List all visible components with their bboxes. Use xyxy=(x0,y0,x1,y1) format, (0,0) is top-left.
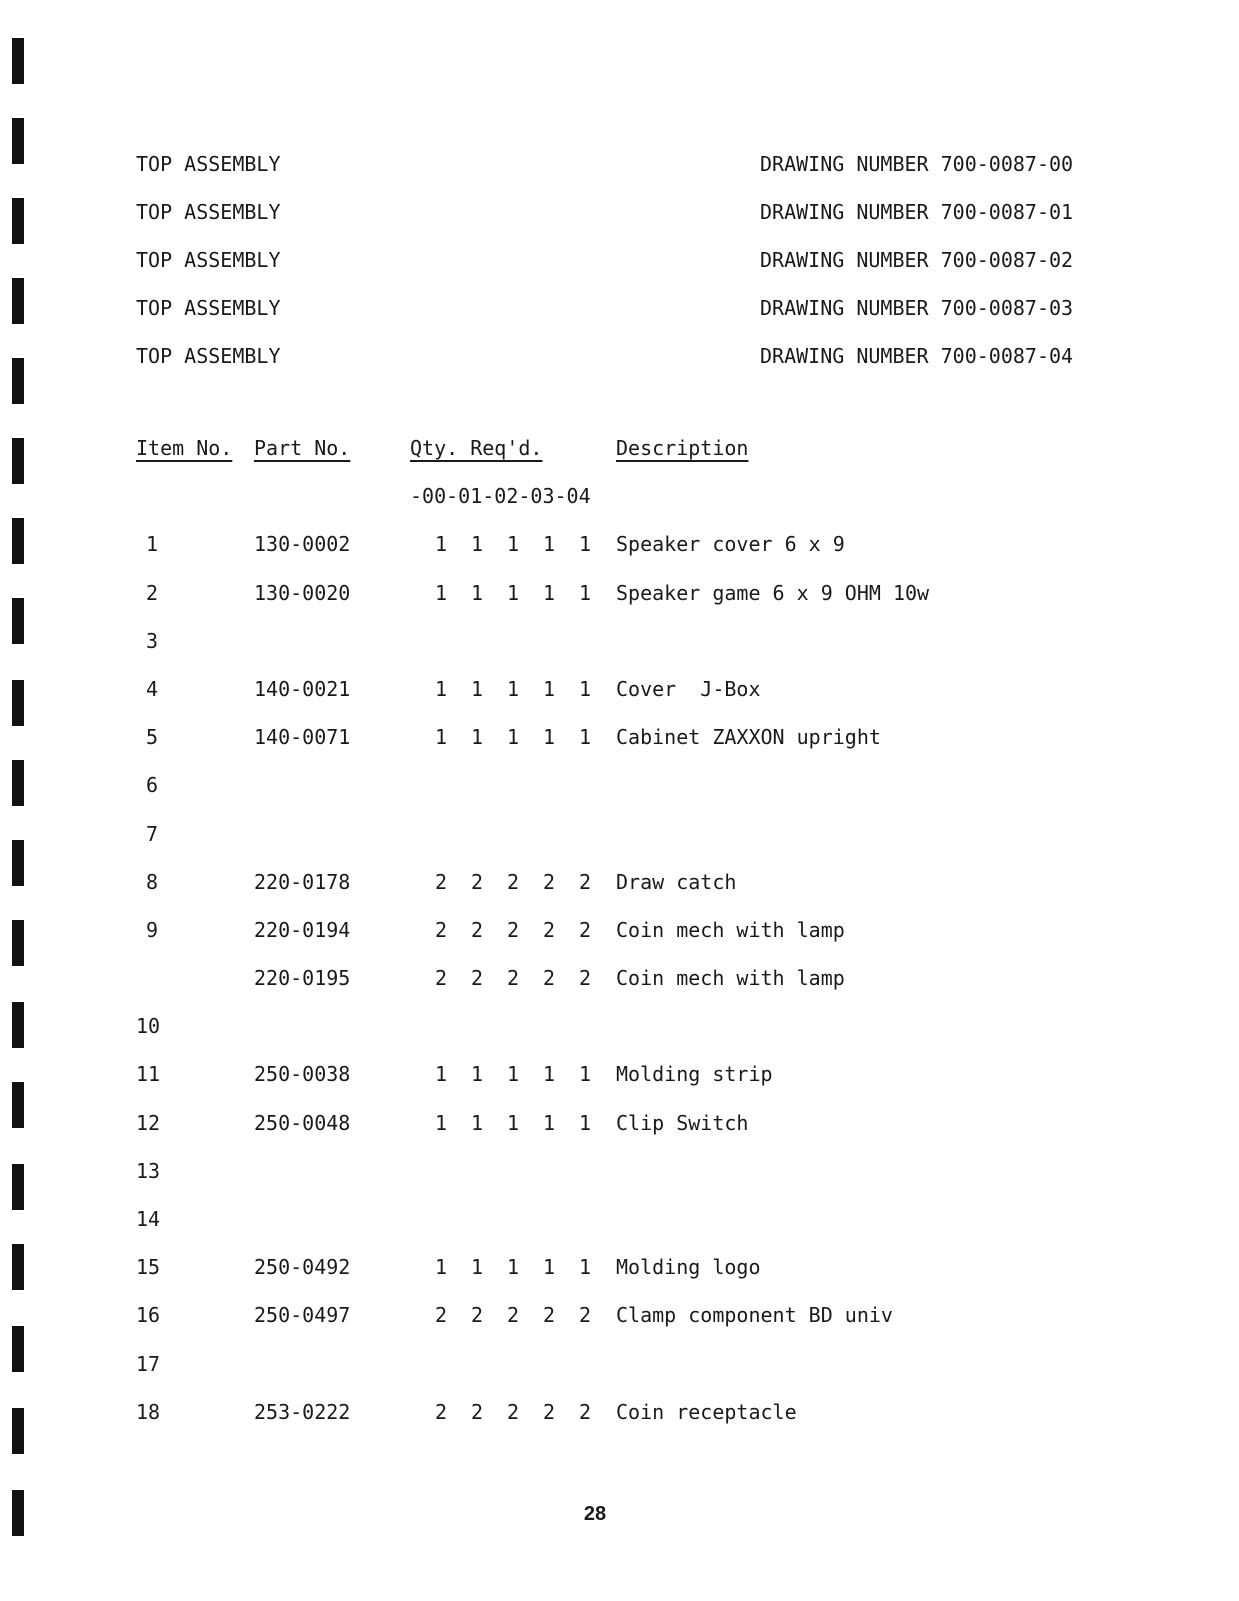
part-number: 250-0492 xyxy=(254,1255,351,1280)
item-number: 13 xyxy=(136,1158,161,1183)
part-number: 220-0178 xyxy=(254,869,351,894)
part-number: 130-0020 xyxy=(254,580,351,605)
assembly-label: TOP ASSEMBLY xyxy=(136,152,281,176)
item-number: 11 xyxy=(136,1062,161,1087)
binding-hole-mark xyxy=(12,598,24,644)
assembly-row xyxy=(136,332,1096,380)
variant-codes-row xyxy=(136,472,1096,520)
qty-value: 1 xyxy=(542,532,556,557)
binding-hole-mark xyxy=(12,760,24,806)
item-number: 7 xyxy=(146,821,159,846)
assembly-row xyxy=(136,284,1096,332)
qty-value: 1 xyxy=(542,580,556,605)
item-number: 14 xyxy=(136,1207,161,1231)
part-number: 220-0194 xyxy=(254,917,351,942)
table-row xyxy=(136,761,1096,809)
qty-value: 2 xyxy=(506,966,520,991)
qty-value: 1 xyxy=(506,725,520,750)
qty-value: 1 xyxy=(578,725,592,750)
binding-hole-mark xyxy=(12,1002,24,1048)
part-description: Molding logo xyxy=(616,1255,761,1280)
binding-hole-mark xyxy=(12,1326,24,1372)
qty-value: 1 xyxy=(470,532,484,557)
drawing-number: DRAWING NUMBER 700-0087-01 xyxy=(760,200,1074,224)
qty-value: 2 xyxy=(470,869,484,894)
qty-value: 1 xyxy=(506,580,520,605)
part-number: 130-0002 xyxy=(254,532,351,557)
qty-value: 1 xyxy=(542,1255,556,1280)
qty-value: 2 xyxy=(578,869,592,894)
drawing-number: DRAWING NUMBER 700-0087-02 xyxy=(760,248,1074,272)
qty-value: 1 xyxy=(434,532,448,557)
binding-hole-mark xyxy=(12,438,24,484)
parts-list-header xyxy=(136,424,1096,472)
qty-value: 2 xyxy=(578,1399,592,1424)
assembly-label: TOP ASSEMBLY xyxy=(136,344,281,368)
qty-value: 1 xyxy=(470,1110,484,1135)
qty-value: 2 xyxy=(434,1399,448,1424)
qty-value: 1 xyxy=(434,725,448,750)
qty-value: 2 xyxy=(506,1399,520,1424)
qty-value: 1 xyxy=(578,580,592,605)
qty-value: 1 xyxy=(470,676,484,701)
assembly-label: TOP ASSEMBLY xyxy=(136,296,281,320)
binding-hole-mark xyxy=(12,1244,24,1290)
qty-value: 1 xyxy=(506,532,520,557)
qty-value: 1 xyxy=(434,1110,448,1135)
qty-value: 1 xyxy=(578,1062,592,1087)
binding-hole-mark xyxy=(12,38,24,84)
qty-value: 1 xyxy=(470,580,484,605)
binding-hole-mark xyxy=(12,680,24,726)
part-number: 140-0021 xyxy=(254,676,351,701)
qty-value: 1 xyxy=(470,1062,484,1087)
qty-value: 2 xyxy=(578,1303,592,1328)
qty-value: 1 xyxy=(506,1110,520,1135)
column-part-no: Part No. xyxy=(254,436,351,460)
assembly-label: TOP ASSEMBLY xyxy=(136,248,281,272)
qty-value: 2 xyxy=(542,869,556,894)
table-row xyxy=(136,906,1096,954)
binding-hole-mark xyxy=(12,358,24,404)
table-row xyxy=(136,1340,1096,1388)
item-number: 10 xyxy=(136,1014,161,1039)
item-number: 12 xyxy=(136,1110,161,1135)
table-row xyxy=(136,1050,1096,1098)
part-description: Coin mech with lamp xyxy=(616,966,845,991)
qty-value: 2 xyxy=(506,869,520,894)
qty-value: 1 xyxy=(470,1255,484,1280)
qty-value: 2 xyxy=(542,1399,556,1424)
binding-hole-mark xyxy=(12,1408,24,1454)
assembly-row xyxy=(136,188,1096,236)
column-item-no: Item No. xyxy=(136,436,233,460)
qty-value: 2 xyxy=(434,869,448,894)
qty-value: 2 xyxy=(470,1303,484,1328)
binding-hole-mark xyxy=(12,1164,24,1210)
table-row xyxy=(136,1243,1096,1291)
qty-value: 1 xyxy=(578,532,592,557)
binding-holes xyxy=(0,0,40,1601)
table-row xyxy=(136,617,1096,665)
page-number: 28 xyxy=(583,1503,607,1525)
binding-hole-mark xyxy=(12,118,24,164)
qty-value: 1 xyxy=(506,676,520,701)
item-number: 15 xyxy=(136,1255,161,1280)
part-description: Draw catch xyxy=(616,869,737,894)
qty-value: 2 xyxy=(578,966,592,991)
qty-value: 1 xyxy=(506,1062,520,1087)
table-row xyxy=(136,1195,1096,1243)
part-description: Coin receptacle xyxy=(616,1399,797,1424)
item-number: 2 xyxy=(146,580,159,605)
part-number: 250-0497 xyxy=(254,1303,351,1328)
qty-value: 1 xyxy=(578,1110,592,1135)
table-row xyxy=(136,1388,1096,1436)
binding-hole-mark xyxy=(12,920,24,966)
item-number: 18 xyxy=(136,1399,161,1424)
table-row xyxy=(136,954,1096,1002)
qty-value: 1 xyxy=(434,580,448,605)
item-number: 17 xyxy=(136,1351,161,1376)
part-description: Cover J-Box xyxy=(616,676,761,701)
assembly-label: TOP ASSEMBLY xyxy=(136,200,281,224)
part-description: Clip Switch xyxy=(616,1110,749,1135)
binding-hole-mark xyxy=(12,198,24,244)
qty-value: 1 xyxy=(578,1255,592,1280)
qty-value: 2 xyxy=(506,1303,520,1328)
item-number: 8 xyxy=(146,869,159,894)
column-qty-reqd: Qty. Req'd. xyxy=(410,436,543,460)
table-row xyxy=(136,713,1096,761)
qty-value: 2 xyxy=(542,917,556,942)
assembly-row xyxy=(136,140,1096,188)
qty-value: 2 xyxy=(470,966,484,991)
table-row xyxy=(136,569,1096,617)
binding-hole-mark xyxy=(12,278,24,324)
drawing-number: DRAWING NUMBER 700-0087-04 xyxy=(760,344,1074,368)
binding-hole-mark xyxy=(12,1082,24,1128)
qty-value: 1 xyxy=(578,676,592,701)
part-description: Speaker game 6 x 9 OHM 10w xyxy=(616,580,930,605)
qty-value: 1 xyxy=(434,1255,448,1280)
binding-hole-mark xyxy=(12,840,24,886)
part-description: Cabinet ZAXXON upright xyxy=(616,725,881,750)
table-row xyxy=(136,1147,1096,1195)
qty-value: 1 xyxy=(542,725,556,750)
qty-value: 1 xyxy=(506,1255,520,1280)
item-number: 9 xyxy=(146,917,159,942)
part-description: Speaker cover 6 x 9 xyxy=(616,532,845,557)
item-number: 5 xyxy=(146,725,159,750)
qty-value: 2 xyxy=(434,917,448,942)
qty-value: 2 xyxy=(542,1303,556,1328)
table-row xyxy=(136,1099,1096,1147)
assembly-row xyxy=(136,236,1096,284)
qty-value: 2 xyxy=(578,917,592,942)
table-row xyxy=(136,665,1096,713)
table-row xyxy=(136,1291,1096,1339)
item-number: 4 xyxy=(146,676,159,701)
part-description: Coin mech with lamp xyxy=(616,917,845,942)
table-row xyxy=(136,1002,1096,1050)
qty-value: 2 xyxy=(470,1399,484,1424)
qty-value: 2 xyxy=(506,917,520,942)
item-number: 1 xyxy=(146,532,159,557)
drawing-number: DRAWING NUMBER 700-0087-03 xyxy=(760,296,1074,320)
item-number: 3 xyxy=(146,628,159,653)
qty-value: 1 xyxy=(542,676,556,701)
drawing-header xyxy=(136,140,1096,380)
table-row xyxy=(136,810,1096,858)
part-description: Molding strip xyxy=(616,1062,773,1087)
qty-value: 1 xyxy=(434,1062,448,1087)
part-number: 140-0071 xyxy=(254,725,351,750)
qty-value: 2 xyxy=(434,1303,448,1328)
qty-value: 1 xyxy=(434,676,448,701)
qty-value: 1 xyxy=(542,1110,556,1135)
qty-value: 2 xyxy=(542,966,556,991)
drawing-number: DRAWING NUMBER 700-0087-00 xyxy=(760,152,1074,176)
part-description: Clamp component BD univ xyxy=(616,1303,893,1328)
part-number: 220-0195 xyxy=(254,966,351,991)
qty-value: 1 xyxy=(470,725,484,750)
part-number: 250-0038 xyxy=(254,1062,351,1087)
item-number: 16 xyxy=(136,1303,161,1328)
table-row xyxy=(136,520,1096,568)
parts-rows xyxy=(136,520,1096,1436)
qty-value: 2 xyxy=(434,966,448,991)
item-number: 6 xyxy=(146,773,159,798)
parts-list xyxy=(136,424,1096,1436)
qty-value: 1 xyxy=(542,1062,556,1087)
table-row xyxy=(136,858,1096,906)
variant-codes: -00-01-02-03-04 xyxy=(410,484,591,509)
column-description: Description xyxy=(616,436,749,460)
part-number: 250-0048 xyxy=(254,1110,351,1135)
qty-value: 2 xyxy=(470,917,484,942)
binding-hole-mark xyxy=(12,518,24,564)
part-number: 253-0222 xyxy=(254,1399,351,1424)
